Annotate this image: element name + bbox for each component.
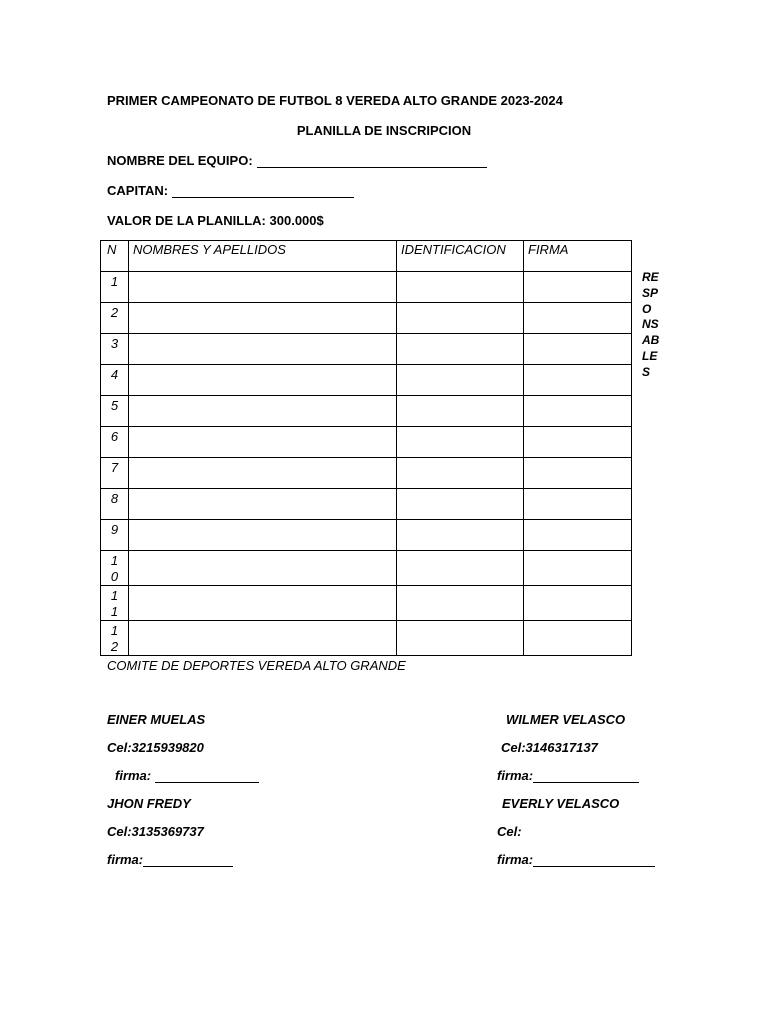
signature-cell[interactable]	[524, 334, 632, 365]
responsible-phone: Cel:3135369737	[107, 824, 204, 839]
name-cell[interactable]	[129, 396, 397, 427]
row-number: 2	[101, 303, 129, 334]
table-row	[101, 427, 632, 458]
responsible-signature[interactable]: firma:	[107, 852, 233, 867]
col-header-signature: FIRMA	[524, 241, 632, 272]
table-row	[101, 458, 632, 489]
signature-cell[interactable]	[524, 303, 632, 334]
document-title: PRIMER CAMPEONATO DE FUTBOL 8 VEREDA ALTO GRANDE 2023-2024	[107, 93, 563, 108]
id-cell[interactable]	[397, 334, 524, 365]
name-cell[interactable]	[129, 621, 397, 656]
responsible-name: EVERLY VELASCO	[502, 796, 620, 811]
row-number: 5	[101, 396, 129, 427]
responsible-phone: Cel:3146317137	[501, 740, 598, 755]
name-cell[interactable]	[129, 427, 397, 458]
responsible-name: EINER MUELAS	[107, 712, 206, 727]
name-cell[interactable]	[129, 365, 397, 396]
signature-cell[interactable]	[524, 272, 632, 303]
table-row	[101, 334, 632, 365]
responsible-signature[interactable]: firma:	[497, 852, 655, 867]
table-row	[101, 520, 632, 551]
responsible-phone: Cel:3215939820	[107, 740, 204, 755]
captain-line[interactable]	[172, 183, 354, 198]
table-header-row	[101, 241, 632, 272]
name-cell[interactable]	[129, 551, 397, 586]
responsible-name: JHON FREDY	[107, 796, 191, 811]
responsible-signature[interactable]: firma:	[115, 768, 259, 783]
row-number: 1 2	[101, 621, 129, 656]
signature-line[interactable]	[155, 768, 259, 783]
row-number: 3	[101, 334, 129, 365]
table-row	[101, 586, 632, 621]
signature-line[interactable]	[533, 852, 655, 867]
id-cell[interactable]	[397, 365, 524, 396]
row-number: 1	[101, 272, 129, 303]
team-name-line[interactable]	[257, 153, 487, 168]
table-row	[101, 396, 632, 427]
table-row	[101, 621, 632, 656]
table-row	[101, 272, 632, 303]
name-cell[interactable]	[129, 303, 397, 334]
signature-cell[interactable]	[524, 520, 632, 551]
row-number: 6	[101, 427, 129, 458]
responsables-side-label: RE SP O NS AB LE S	[642, 270, 660, 379]
signature-cell[interactable]	[524, 489, 632, 520]
captain-label: CAPITAN:	[107, 183, 169, 198]
id-cell[interactable]	[397, 520, 524, 551]
signature-cell[interactable]	[524, 621, 632, 656]
responsible-signature[interactable]: firma:	[497, 768, 639, 783]
table-row	[101, 551, 632, 586]
fee-label: VALOR DE LA PLANILLA:	[107, 213, 266, 228]
id-cell[interactable]	[397, 586, 524, 621]
responsible-name: WILMER VELASCO	[506, 712, 626, 727]
signature-cell[interactable]	[524, 586, 632, 621]
id-cell[interactable]	[397, 396, 524, 427]
signature-cell[interactable]	[524, 458, 632, 489]
row-number: 9	[101, 520, 129, 551]
row-number: 1 1	[101, 586, 129, 621]
row-number: 8	[101, 489, 129, 520]
name-cell[interactable]	[129, 489, 397, 520]
name-cell[interactable]	[129, 272, 397, 303]
signature-cell[interactable]	[524, 365, 632, 396]
signature-cell[interactable]	[524, 396, 632, 427]
id-cell[interactable]	[397, 303, 524, 334]
signature-line[interactable]	[533, 768, 639, 783]
col-header-names: NOMBRES Y APELLIDOS	[129, 241, 397, 272]
id-cell[interactable]	[397, 458, 524, 489]
name-cell[interactable]	[129, 458, 397, 489]
fee-line	[107, 213, 324, 228]
name-cell[interactable]	[129, 334, 397, 365]
fee-value: 300.000$	[269, 213, 324, 228]
row-number: 1 0	[101, 551, 129, 586]
responsible-phone: Cel:	[497, 824, 522, 839]
table-row	[101, 365, 632, 396]
document-subtitle: PLANILLA DE INSCRIPCION	[296, 123, 472, 138]
table-row	[101, 303, 632, 334]
team-name-label: NOMBRE DEL EQUIPO:	[107, 153, 253, 168]
signature-cell[interactable]	[524, 551, 632, 586]
table-row	[101, 489, 632, 520]
col-header-id: IDENTIFICACION	[397, 241, 524, 272]
row-number: 7	[101, 458, 129, 489]
id-cell[interactable]	[397, 551, 524, 586]
id-cell[interactable]	[397, 621, 524, 656]
name-cell[interactable]	[129, 586, 397, 621]
id-cell[interactable]	[397, 427, 524, 458]
team-name-field[interactable]	[107, 153, 487, 168]
row-number: 4	[101, 365, 129, 396]
id-cell[interactable]	[397, 489, 524, 520]
committee-label: COMITE DE DEPORTES VEREDA ALTO GRANDE	[107, 658, 406, 673]
name-cell[interactable]	[129, 520, 397, 551]
signature-cell[interactable]	[524, 427, 632, 458]
signature-line[interactable]	[143, 852, 233, 867]
registration-table	[100, 240, 632, 656]
col-header-number: N	[101, 241, 129, 272]
captain-field[interactable]	[107, 183, 354, 198]
id-cell[interactable]	[397, 272, 524, 303]
